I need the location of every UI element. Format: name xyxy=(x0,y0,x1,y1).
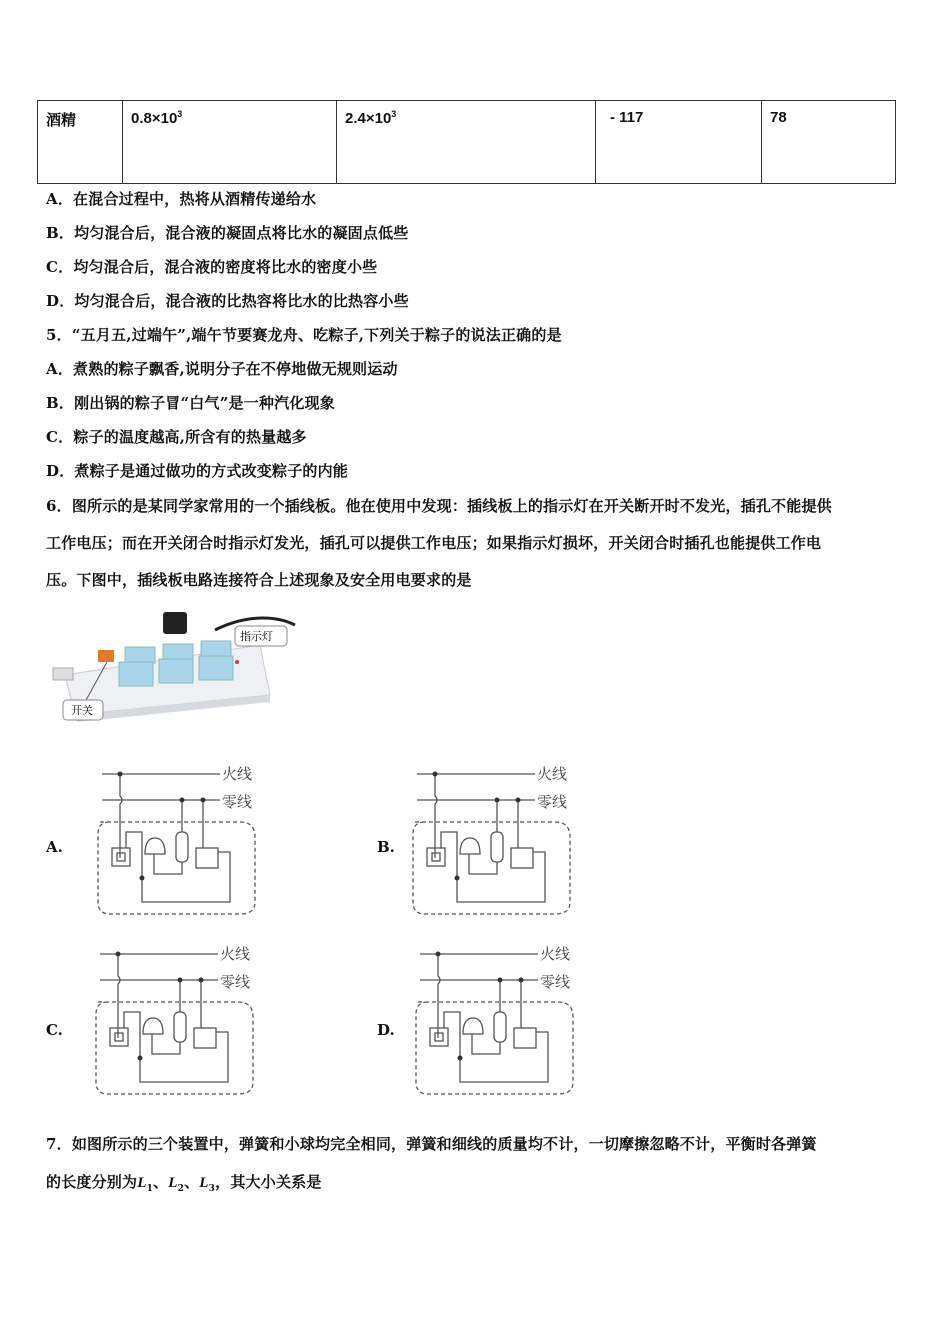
var-l: L xyxy=(199,1175,209,1191)
data-table xyxy=(37,100,896,184)
q5-option-d: D．煮粽子是通过做功的方式改变粽子的内能 xyxy=(46,462,349,480)
circuit-option-a-label: A. xyxy=(46,838,63,856)
q7-text: ，其大小关系是 xyxy=(215,1173,322,1191)
density-value: 0.8×10 xyxy=(131,110,178,127)
switch-button xyxy=(98,650,114,662)
q7-line-1: 7．如图所示的三个装置中，弹簧和小球均完全相同，弹簧和细线的质量均不计，一切摩擦忽略不计，平衡时各弹簧 xyxy=(46,1135,817,1153)
heat-value: 2.4×10 xyxy=(345,110,392,127)
power-strip-figure xyxy=(45,600,305,730)
neutral-wire-label: 零线 xyxy=(220,973,251,991)
sep: 、 xyxy=(184,1173,200,1191)
circuit-diagram-b xyxy=(405,762,585,922)
q5-option-b: B．刚出锅的粽子冒“白气”是一种汽化现象 xyxy=(46,394,335,412)
circuit-diagram-c xyxy=(88,942,268,1102)
sep: 、 xyxy=(153,1173,169,1191)
live-wire-label: 火线 xyxy=(222,765,253,783)
q4-option-a: A．在混合过程中，热将从酒精传递给水 xyxy=(46,190,317,208)
live-wire-label: 火线 xyxy=(540,945,571,963)
q4-option-b: B．均匀混合后，混合液的凝固点将比水的凝固点低些 xyxy=(46,224,409,242)
q6-line-2: 工作电压；而在开关闭合时指示灯发光，插孔可以提供工作电压；如果指示灯损坏，开关闭合时插孔也能提供工作电 xyxy=(46,534,822,552)
heat-exp: 3 xyxy=(391,109,397,119)
q6-line-3: 压。下图中，插线板电路连接符合上述现象及安全用电要求的是 xyxy=(46,571,472,589)
sub-3: 3 xyxy=(208,1184,216,1194)
circuit-option-c-label: C. xyxy=(46,1021,63,1039)
neutral-wire-label: 零线 xyxy=(222,793,253,811)
indicator-label: 指示灯 xyxy=(240,630,273,643)
circuit-diagram-d xyxy=(408,942,588,1102)
q4-option-d: D．均匀混合后，混合液的比热容将比水的比热容小些 xyxy=(46,292,409,310)
q6-line-1: 6．图所示的是某同学家常用的一个插线板。他在使用中发现：插线板上的指示灯在开关断开时不发光，插孔不能提供 xyxy=(46,497,832,515)
var-l: L xyxy=(168,1175,178,1191)
circuit-option-d-label: D. xyxy=(377,1021,395,1039)
live-wire-label: 火线 xyxy=(537,765,568,783)
cell-boiling: 78 xyxy=(762,101,896,184)
density-exp: 3 xyxy=(177,109,183,119)
cell-melting: - 117 xyxy=(596,101,762,184)
live-wire-label: 火线 xyxy=(220,945,251,963)
q4-option-c: C．均匀混合后，混合液的密度将比水的密度小些 xyxy=(46,258,378,276)
circuit-diagram-a xyxy=(90,762,270,922)
sub-2: 2 xyxy=(177,1184,185,1194)
cell-heat xyxy=(337,101,596,184)
circuit-option-b-label: B. xyxy=(377,838,395,856)
q7-line-2 xyxy=(46,1171,322,1194)
neutral-wire-label: 零线 xyxy=(540,973,571,991)
q5-option-a: A．煮熟的粽子飘香,说明分子在不停地做无规则运动 xyxy=(46,360,398,378)
neutral-wire-label: 零线 xyxy=(537,793,568,811)
table-row xyxy=(38,101,896,184)
switch-label: 开关 xyxy=(71,704,93,717)
q7-text: 的长度分别为 xyxy=(46,1173,138,1191)
q5-stem: 5．“五月五,过端午”,端午节要赛龙舟、吃粽子,下列关于粽子的说法正确的是 xyxy=(46,326,562,344)
cell-density xyxy=(123,101,337,184)
q5-option-c: C．粽子的温度越高,所含有的热量越多 xyxy=(46,428,307,446)
sub-1: 1 xyxy=(146,1184,154,1194)
var-l: L xyxy=(137,1175,147,1191)
cell-substance: 酒精 xyxy=(38,101,123,184)
